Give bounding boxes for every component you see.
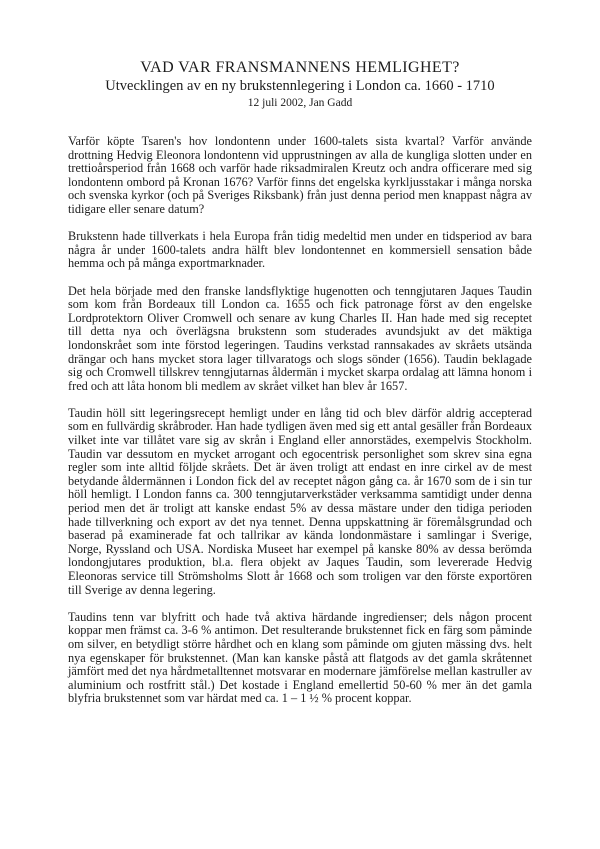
document-byline: 12 juli 2002, Jan Gadd bbox=[247, 97, 353, 109]
paragraph-1: Varför köpte Tsaren's hov londontenn under 1600-talets sista kvartal? Varför använde drottning Hedvig Eleonora londontenn vid upprustningen av alla de kungliga slotten under en trettioårsperiod från 1668 och varför hade riksadmiralen Kreutz och andra officerare med sig londontenn ombord på Kronan 1676? Varför finns det engelska kyrkljusstakar i många norska och svenska kyrkor (och på Sveriges Riksbank) från just denna period men knappast några av tidigare eller senare datum? bbox=[68, 134, 532, 216]
document-title: VAD VAR FRANSMANNENS HEMLIGHET? bbox=[140, 59, 460, 76]
document-subtitle: Utvecklingen av en ny brukstennlegering i London ca. 1660 - 1710 bbox=[105, 78, 495, 94]
document-body bbox=[68, 135, 532, 706]
paragraph-2: Brukstenn hade tillverkats i hela Europa från tidig medeltid men under en tidsperiod av bara några år under 1600-talets andra hälft blev londontennet en kommersiell sensation både hemma och på många exportmarknader. bbox=[68, 229, 532, 271]
paragraph-4: Taudin höll sitt legeringsrecept hemligt under en lång tid och blev därför aldrig accepterad som en fullvärdig skråbroder. Han hade tydligen även med sig ett antal gesäller från Bordeaux vilket inte var tillåtet vare sig av skrån i England eller annorstädes, exempelvis Stockholm. Taudin var dessutom en mycket arrogant och egocentrisk personlighet som skrev sina egna regler som inte alltid följde skråets. Det är även troligt att endast en inre cirkel av de mest betydande åldermännen i London fick del av receptet någon gång ca. år 1670 som de i sin tur höll hemligt. I London fanns ca. 300 tenngjutarverkstäder verksamma samtidigt under denna period men det är troligt att kanske endast 5% av dessa mästare under den tidiga perioden hade tillverkning och export av det nya tennet. Denna uppskattning är föremålsgrundad och baserad på examinerade fat och tallrikar av kända londonmästare i samlingar i Sverige, Norge, Ryssland och USA. Nordiska Museet har exempel på kanske 80% av dessa berömda londongjutares produktion, bl.a. flera objekt av Jaques Taudin, som levererade Hedvig Eleonoras service till Strömsholms Slott år 1668 och som troligen var den förste exportören till Sverige av denna legering. bbox=[68, 405, 532, 597]
paragraph-3: Det hela började med den franske landsflyktige hugenotten och tenngjutaren Jaques Taudin som kom från Bordeaux till London ca. 1655 och fick patronage först av den engelske Lordprotektorn Oliver Cromwell och senare av kung Charles II. Han hade med sig receptet till detta nya och överlägsna brukstenn som studerades avundsjukt av det mäktiga londonskrået som inte förstod legeringen. Taudins verkstad rannsakades av skråets utsända drängar och hans mycket stora lager tillvaratogs och slogs sönder (1656). Taudin beklagade sig och Cromwell tillskrev tenngjutarnas åldermän i mycket skarpa ordalag att lämna honom i fred och att låta honom bli medlem av skrået vilket han blev år 1657. bbox=[68, 283, 532, 393]
paragraph-5: Taudins tenn var blyfritt och hade två aktiva härdande ingredienser; dels någon procent koppar men främst ca. 3-6 % antimon. Det resulterande brukstennet fick en färg som påminde om silver, en betydligt större hårdhet och en klang som påminde om gjuten mässing dvs. helt nya egenskaper för brukstennet. (Man kan kanske påstå att flatgods av det gamla skråtennet jämfört med det nya hårdmetalltennet motsvarar en modernare jämförelse mellan kastruller av aluminium och rostfritt stål.) Det kostade i England emellertid 50-60 % mer än det gamla blyfria brukstennet som var härdat med ca. 1 – 1 ½ % procent koppar. bbox=[68, 609, 532, 706]
